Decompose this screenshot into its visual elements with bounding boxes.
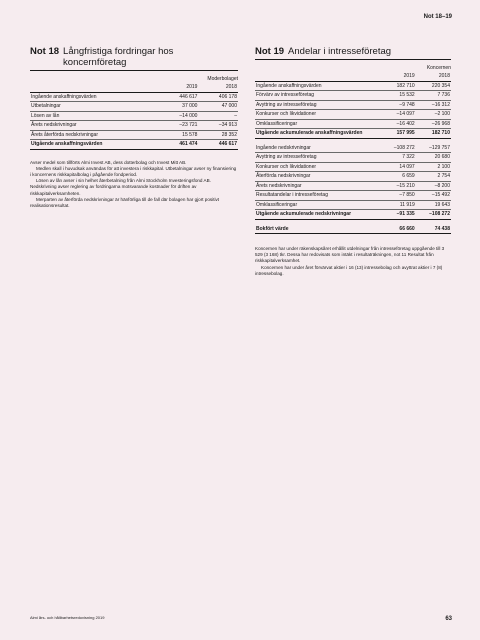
- note-18-section: [30, 46, 238, 209]
- value-2018: 47 000: [198, 102, 238, 112]
- row-label: Utbetalningar: [30, 102, 159, 112]
- table-row: [30, 121, 238, 131]
- note-18-title: [30, 46, 238, 68]
- note-19-title-rule: [255, 59, 451, 60]
- total-2019: –91 335: [380, 210, 415, 220]
- page-number: 63: [445, 616, 452, 622]
- total-label: Utgående ackumulerade anskaffningsvärden: [255, 129, 380, 139]
- paragraph: Koncernen har under året förvärvat aktier i 16 (13) intressebolag och avyttrat aktier i 7 (8) intressebolag.: [255, 264, 443, 276]
- value-2019: 11 919: [380, 200, 415, 210]
- value-2018: 2 100: [416, 162, 451, 172]
- note-19-title: [255, 46, 451, 57]
- value-2019: –108 272: [380, 144, 415, 153]
- value-2019: 14 097: [380, 162, 415, 172]
- row-label: Avyttring av intresseföretag: [255, 153, 380, 163]
- footer-document-title: Almi års- och hållbarhetsredovisning 2019: [30, 615, 105, 620]
- year-2019-header: 2019: [159, 83, 199, 92]
- row-label: Återförda nedskrivningar: [255, 172, 380, 182]
- value-2019: 15 578: [159, 130, 199, 140]
- year-2018-header: 2018: [198, 83, 238, 92]
- row-label: Årets nedskrivningar: [255, 181, 380, 191]
- table-row: [30, 102, 238, 112]
- value-2018: –34 913: [198, 121, 238, 131]
- paragraph: Lösen av lån avser i sin helhet återbetalning från Almi Stockholm Investeringsfond AB. Nedskrivning avser reglering av fordringarna motsvarande kostnader för driften av riskkapitalverksamheten.: [30, 178, 211, 196]
- row-label: Ingående nedskrivningar: [255, 144, 380, 153]
- table-total-row: [255, 210, 451, 220]
- note-18-number: Not 18: [30, 46, 60, 57]
- total-2018: –108 272: [416, 210, 451, 220]
- value-2019: –7 850: [380, 191, 415, 201]
- page-section-label: Not 18–19: [423, 14, 452, 20]
- value-2018: –15 492: [416, 191, 451, 201]
- booked-2019: 66 660: [380, 225, 415, 234]
- table-row: [255, 100, 451, 110]
- value-2019: –14 000: [159, 111, 199, 121]
- total-2019: 157 995: [380, 129, 415, 139]
- value-2018: 19 643: [416, 200, 451, 210]
- table-row: [255, 81, 451, 91]
- value-2018: –26 968: [416, 119, 451, 129]
- total-label: Utgående ackumulerade nedskrivningar: [255, 210, 380, 220]
- value-2019: –15 210: [380, 181, 415, 191]
- table-row: [30, 130, 238, 140]
- value-2018: 28 352: [198, 130, 238, 140]
- value-2019: 7 322: [380, 153, 415, 163]
- note-18-table: [30, 83, 238, 150]
- paragraph: Medlen skall i huvudsak användas för att investera i riskkapital. Utbetalningar avser ny finansiering i koncernens riskkapitalbolag i pågående fondperiod.: [30, 165, 237, 177]
- row-label: Konkurser och likvidationer: [255, 162, 380, 172]
- row-label: Ingående anskaffningsvärden: [255, 81, 380, 91]
- note-19-title-text: Andelar i intresseföretag: [288, 46, 392, 57]
- value-2019: –9 748: [380, 100, 415, 110]
- note-19-section: [255, 46, 451, 277]
- total-label: Utgående anskaffningsvärden: [30, 140, 159, 150]
- value-2018: 220 354: [416, 81, 451, 91]
- note-19-table: [255, 72, 451, 234]
- note-19-number: Not 19: [255, 46, 285, 57]
- booked-2018: 74 438: [416, 225, 451, 234]
- value-2018: 20 680: [416, 153, 451, 163]
- note-19-header-row: [255, 72, 451, 81]
- table-row: [30, 92, 238, 102]
- table-row: [255, 144, 451, 153]
- value-2018: 2 754: [416, 172, 451, 182]
- paragraph: Koncernen har under räkenskapsåret erhållit utdelningar från intresseföretag uppgående till 3 529 (3 168) tkr. Dessa har redovisats som intäkt i resultaträkningen, not 11 Resultat från riskkapitalverksamhet.: [255, 246, 445, 264]
- note-18-header-row: [30, 83, 238, 92]
- table-row: [255, 191, 451, 201]
- paragraph: Merparten av återförda nedskrivningar är hänförliga till de fall där bolagen har gjort positivt realisationsresultat.: [30, 196, 220, 208]
- row-label: Konkurser och likvidationer: [255, 110, 380, 120]
- row-label: Lösen av lån: [30, 111, 159, 121]
- table-row: [255, 200, 451, 210]
- row-label: Omklassificeringar: [255, 200, 380, 210]
- year-2018-header: 2018: [416, 72, 451, 81]
- booked-value-row: [255, 225, 451, 234]
- value-2018: –2 100: [416, 110, 451, 120]
- value-2018: –16 312: [416, 100, 451, 110]
- value-2019: 182 710: [380, 81, 415, 91]
- row-label: Förvärv av intresseföretag: [255, 91, 380, 101]
- table-row: [255, 110, 451, 120]
- value-2019: 446 617: [159, 92, 199, 102]
- table-row: [255, 162, 451, 172]
- row-label: Resultatandelar i intresseföretag: [255, 191, 380, 201]
- row-label: Årets återförda nedskrivningar: [30, 130, 159, 140]
- value-2018: –129 757: [416, 144, 451, 153]
- row-label: Avyttring av intresseföretag: [255, 100, 380, 110]
- paragraph: Avser medel som tillförts Almi Invest AB, dess dotterbolag och Invest Mitt AB.: [30, 159, 187, 165]
- value-2018: 7 736: [416, 91, 451, 101]
- table-row: [255, 172, 451, 182]
- table-row: [255, 153, 451, 163]
- table-row: [255, 119, 451, 129]
- year-2019-header: 2019: [380, 72, 415, 81]
- note-18-body: [30, 160, 238, 210]
- table-row: [255, 181, 451, 191]
- value-2019: 37 000: [159, 102, 199, 112]
- value-2018: 406 178: [198, 92, 238, 102]
- value-2019: –23 721: [159, 121, 199, 131]
- value-2019: –16 402: [380, 119, 415, 129]
- row-label: Årets nedskrivningar: [30, 121, 159, 131]
- total-2019: 461 474: [159, 140, 199, 150]
- value-2018: –: [198, 111, 238, 121]
- value-2018: –8 200: [416, 181, 451, 191]
- value-2019: 6 659: [380, 172, 415, 182]
- note-18-unit: Moderbolaget: [207, 76, 238, 82]
- booked-label: Bokfört värde: [255, 225, 380, 234]
- table-total-row: [255, 129, 451, 139]
- value-2019: –14 097: [380, 110, 415, 120]
- row-label: Omklassificeringar: [255, 119, 380, 129]
- row-label: Ingående anskaffningsvärden: [30, 92, 159, 102]
- table-row: [255, 91, 451, 101]
- note-19-unit: Koncernen: [426, 65, 451, 71]
- total-2018: 446 617: [198, 140, 238, 150]
- table-row: [30, 111, 238, 121]
- note-18-title-rule: [30, 70, 238, 71]
- table-total-row: [30, 140, 238, 150]
- note-18-title-text: Långfristiga fordringar hos koncernföretag: [63, 46, 174, 68]
- total-2018: 182 710: [416, 129, 451, 139]
- note-19-body: [255, 246, 451, 277]
- value-2019: 15 532: [380, 91, 415, 101]
